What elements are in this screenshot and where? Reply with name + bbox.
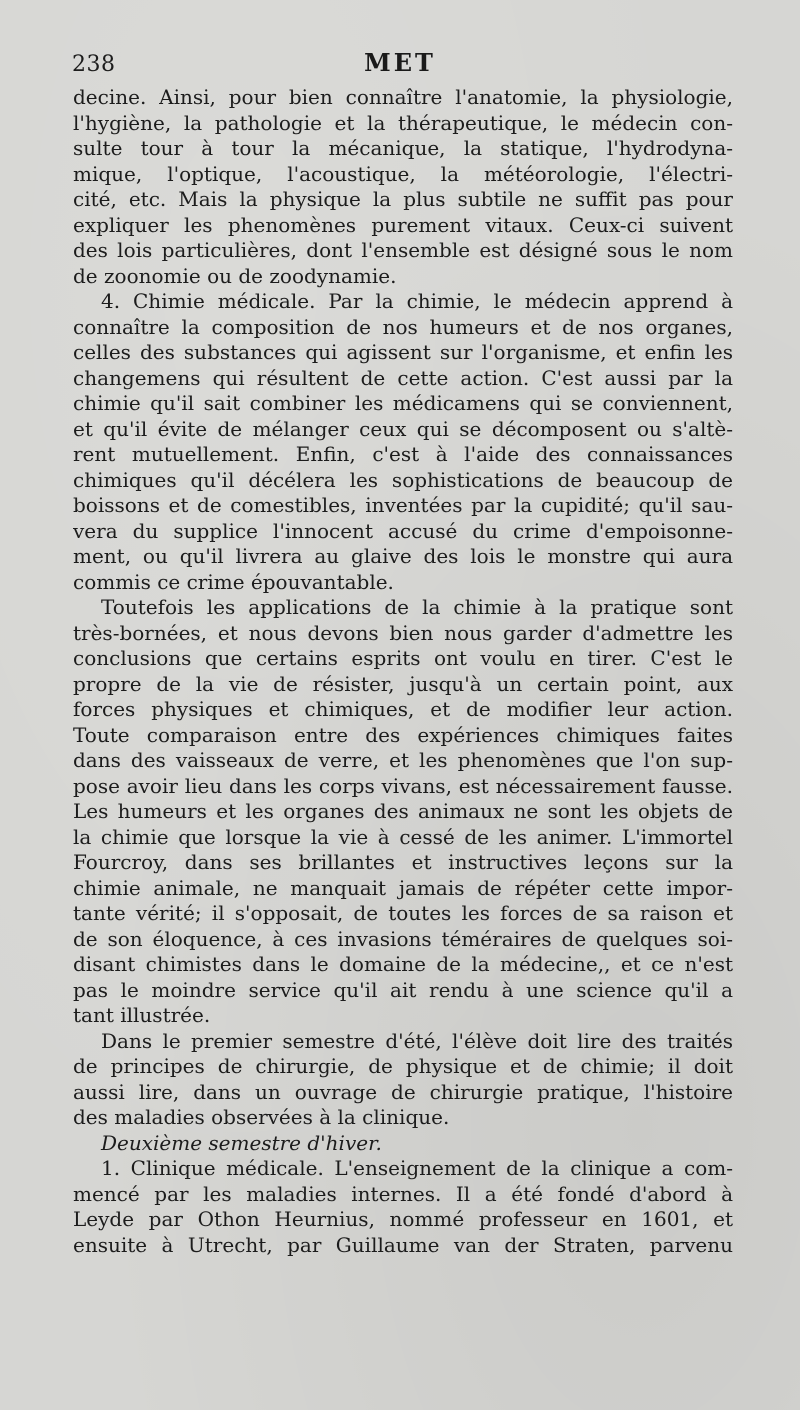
text-line: Leyde par Othon Heurnius, nommé professeur en 1601, et <box>73 1207 733 1231</box>
text-line: aussi lire, dans un ouvrage de chirurgie pratique, l'histoire <box>73 1079 733 1104</box>
text-line: celles des substances qui agissent sur l'organisme, et enfin les <box>73 340 733 364</box>
text-line: mique, l'optique, l'acoustique, la météorologie, l'électri- <box>73 161 733 186</box>
text-line: Fourcroy, dans ses brillantes et instructives leçons sur la <box>73 850 733 874</box>
text-line: Les humeurs et les organes des animaux ne sont les objets de <box>73 799 733 823</box>
text-line: ment, ou qu'il livrera au glaive des lois le monstre qui aura <box>73 544 733 568</box>
text-line: ensuite à Utrecht, par Guillaume van der Straten, parvenu <box>73 1232 733 1257</box>
text-line: chimie animale, ne manquait jamais de répéter cette impor- <box>73 875 733 900</box>
text-line: Dans le premier semestre d'été, l'élève doit lire des traités <box>101 1028 733 1053</box>
text-line: propre de la vie de résister, jusqu'à un certain point, aux <box>73 671 733 696</box>
text-line: tant illustrée. <box>73 1003 211 1027</box>
text-line: chimie qu'il sait combiner les médicamens qui se conviennent, <box>73 391 733 415</box>
text-line: des lois particulières, dont l'ensemble est désigné sous le nom <box>73 238 733 262</box>
text-line: de son éloquence, à ces invasions téméraires de quelques soi- <box>73 926 733 951</box>
text-line: et qu'il évite de mélanger ceux qui se décomposent ou s'altè- <box>73 416 733 441</box>
text-line: Toute comparaison entre des expériences chimiques faites <box>73 722 733 747</box>
text-line: rent mutuellement. Enfin, c'est à l'aide des connaissances <box>73 442 733 466</box>
text-line: de principes de chirurgie, de physique et de chimie; il doit <box>73 1054 733 1078</box>
text-line: dans des vaisseaux de verre, et les phenomènes que l'on sup- <box>73 748 733 772</box>
body-text <box>73 85 733 1258</box>
text-line: 1. Clinique médicale. L'enseignement de la clinique a com- <box>101 1156 733 1180</box>
text-line: Deuxième semestre d'hiver. <box>101 1130 382 1155</box>
text-line: l'hygiène, la pathologie et la thérapeutique, le médecin con- <box>73 110 733 135</box>
text-line: très-bornées, et nous devons bien nous garder d'admettre les <box>73 620 733 645</box>
text-line: boissons et de comestibles, inventées par la cupidité; qu'il sau- <box>73 493 733 517</box>
text-line: cité, etc. Mais la physique la plus subtile ne suffit pas pour <box>73 187 733 211</box>
text-line: mencé par les maladies internes. Il a été fondé d'abord à <box>73 1181 733 1206</box>
text-line: connaître la composition de nos humeurs et de nos organes, <box>73 314 733 339</box>
text-line: conclusions que certains esprits ont voulu en tirer. C'est le <box>73 646 733 670</box>
text-line: 4. Chimie médicale. Par la chimie, le médecin apprend à <box>101 289 733 313</box>
text-line: pose avoir lieu dans les corps vivans, est nécessairement fausse. <box>73 773 733 798</box>
text-line: changemens qui résultent de cette action. C'est aussi par la <box>73 365 733 390</box>
text-line: pas le moindre service qu'il ait rendu à une science qu'il a <box>73 977 733 1002</box>
text-line: expliquer les phenomènes purement vitaux. Ceux-ci suivent <box>73 212 733 237</box>
text-line: vera du supplice l'innocent accusé du crime d'empoisonne- <box>73 518 733 543</box>
page-number: 238 <box>72 52 116 77</box>
text-line: commis ce crime épouvantable. <box>73 569 394 594</box>
text-line: tante vérité; il s'opposait, de toutes les forces de sa raison et <box>73 901 733 925</box>
text-line: de zoonomie ou de zoodynamie. <box>73 263 397 288</box>
text-line: sulte tour à tour la mécanique, la statique, l'hydrodyna- <box>73 136 733 160</box>
running-head: MET <box>364 48 436 77</box>
text-line: forces physiques et chimiques, et de modifier leur action. <box>73 697 733 721</box>
text-line: la chimie que lorsque la vie à cessé de les animer. L'immortel <box>73 824 733 849</box>
text-line: chimiques qu'il décélera les sophistications de beaucoup de <box>73 467 733 492</box>
text-line: des maladies observées à la clinique. <box>73 1105 450 1129</box>
text-line: decine. Ainsi, pour bien connaître l'anatomie, la physiologie, <box>73 85 733 109</box>
text-line: disant chimistes dans le domaine de la médecine,, et ce n'est <box>73 952 733 976</box>
text-line: Toutefois les applications de la chimie à la pratique sont <box>101 595 733 619</box>
